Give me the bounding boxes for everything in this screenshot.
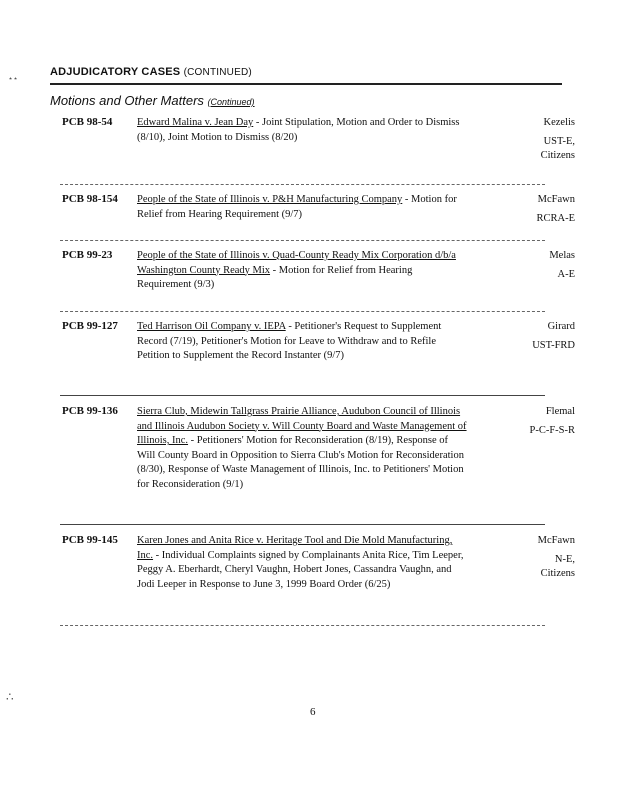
case-separator	[60, 524, 545, 525]
case-description	[137, 405, 467, 492]
case-text: - Motion for Relief from Hearing Requirement (9/3)	[137, 264, 413, 290]
case-title: People of the State of Illinois v. Quad-County Ready Mix Corporation d/b/a Washington County Ready Mix	[137, 250, 456, 276]
section-title-continued: (CONTINUED)	[183, 67, 252, 78]
header-rule	[50, 83, 562, 85]
subheading-continued: (Continued)	[207, 97, 255, 107]
case-separator	[60, 311, 545, 312]
scan-mark: ⋆⋆	[8, 74, 19, 83]
case-member: Girard	[547, 321, 575, 332]
case-description	[137, 116, 467, 145]
case-number: PCB 99-127	[62, 320, 118, 332]
case-description	[137, 534, 467, 592]
case-member: Melas	[549, 250, 575, 261]
case-text: - Individual Complaints signed by Complainants Anita Rice, Tim Leeper, Peggy A. Eberhardt, Cheryl Vaughn, Hobert Jones, Cassandra Vaughn, and Jodi Leeper in Response to June 3, 1999 Board Order (6/25)	[137, 549, 464, 590]
case-title: Karen Jones and Anita Rice v. Heritage Tool and Die Mold Manufacturing, Inc.	[137, 535, 453, 561]
case-separator	[60, 240, 545, 241]
case-assignment	[475, 249, 575, 286]
case-number: PCB 98-54	[62, 116, 113, 128]
case-title: Ted Harrison Oil Company v. IEPA	[137, 321, 286, 332]
case-title: People of the State of Illinois v. P&H Manufacturing Company	[137, 194, 403, 205]
case-text: - Petitioner's Request to Supplement Record (7/19), Petitioner's Motion for Leave to Withdraw and to Refile Petition to Supplement the Record Instanter (9/7)	[137, 321, 442, 361]
subheading	[50, 93, 255, 108]
case-assignment	[475, 405, 575, 442]
case-type-extra: Citizens	[540, 568, 575, 579]
case-description	[137, 249, 467, 293]
case-separator	[60, 184, 545, 185]
case-text: - Motion for Relief from Hearing Requirement (9/7)	[137, 194, 457, 220]
case-text: - Joint Stipulation, Motion and Order to Dismiss (8/10), Joint Motion to Dismiss (8/20)	[137, 117, 460, 143]
section-title-text: ADJUDICATORY CASES	[50, 66, 181, 78]
case-number: PCB 99-23	[62, 249, 113, 261]
case-member: McFawn	[537, 535, 575, 546]
page-number: 6	[310, 706, 316, 718]
case-member: McFawn	[537, 194, 575, 205]
case-separator	[60, 395, 545, 396]
case-type: A-E	[557, 268, 575, 280]
case-description	[137, 320, 467, 364]
subheading-text: Motions and Other Matters	[50, 93, 204, 108]
scan-mark: ∴	[6, 690, 14, 704]
case-member: Kezelis	[543, 117, 575, 128]
case-assignment	[475, 193, 575, 230]
case-type: UST-E,	[543, 135, 575, 147]
case-type: N-E,	[554, 553, 575, 565]
case-title: Sierra Club, Midewin Tallgrass Prairie Alliance, Audubon Council of Illinois and Illinois Audubon Society v. Will County Board and Waste Management of Illinois, Inc.	[137, 406, 467, 446]
case-assignment	[475, 320, 575, 357]
case-number: PCB 99-145	[62, 534, 118, 546]
case-type-extra: Citizens	[540, 150, 575, 161]
case-number: PCB 98-154	[62, 193, 118, 205]
case-member: Flemal	[545, 406, 575, 417]
section-title	[50, 66, 252, 78]
case-assignment	[475, 116, 575, 168]
case-separator	[60, 625, 545, 626]
case-assignment	[475, 534, 575, 586]
case-text: - Petitioners' Motion for Reconsideration (8/19), Response of Will County Board in Opposition to Sierra Club's Motion for Reconsideration (8/30), Response of Waste Management of Illinois, Inc. to Petitioners' Motion for Reconsideration (9/1)	[137, 435, 464, 490]
case-title: Edward Malina v. Jean Day	[137, 117, 254, 128]
case-number: PCB 99-136	[62, 405, 118, 417]
case-type: RCRA-E	[536, 212, 575, 224]
case-type: P-C-F-S-R	[529, 424, 575, 436]
case-description	[137, 193, 467, 222]
case-type: UST-FRD	[532, 339, 575, 351]
